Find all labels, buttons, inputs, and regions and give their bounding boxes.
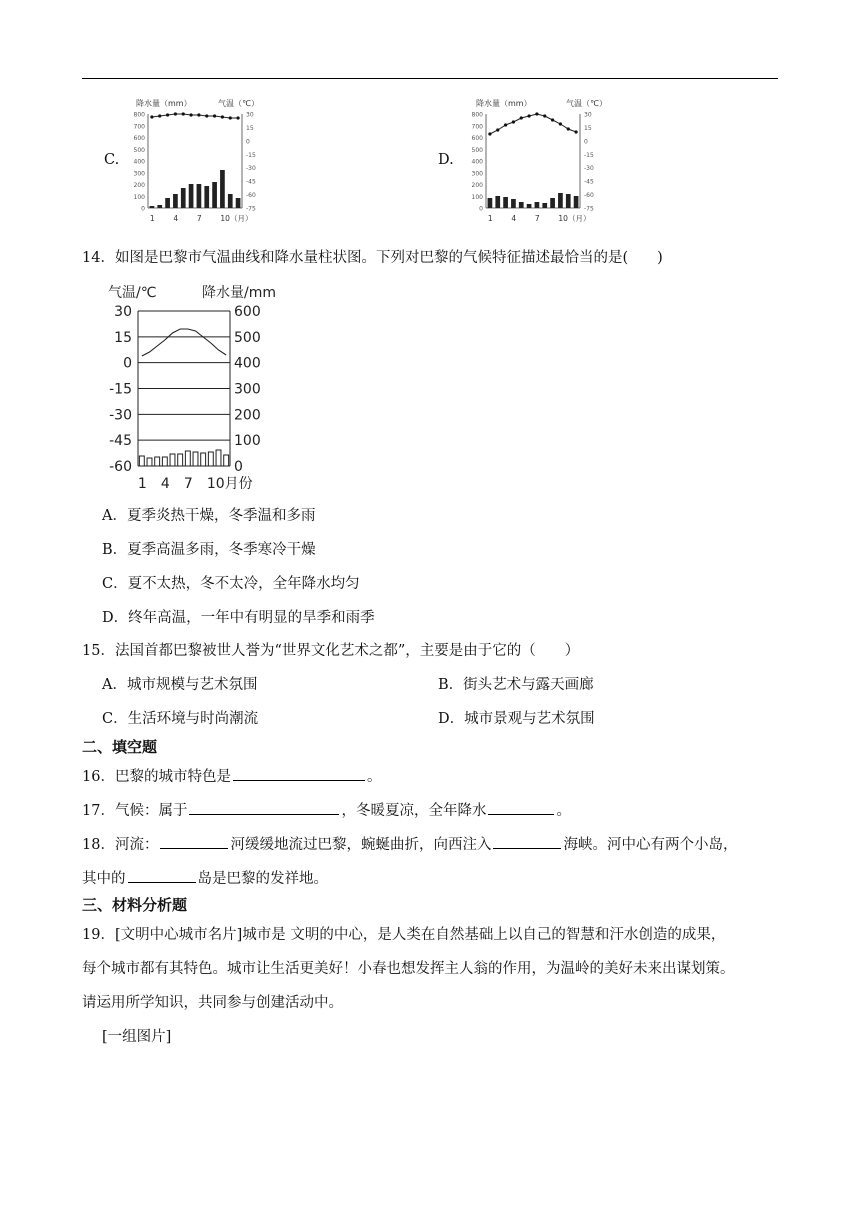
option-c-letter: C. bbox=[104, 152, 120, 168]
c-bar bbox=[173, 194, 178, 208]
q15-option-d[interactable]: D．城市景观与艺术氛围 bbox=[438, 711, 595, 727]
d-right-tick: 15 bbox=[584, 124, 592, 132]
paris-precip-bar bbox=[162, 457, 167, 466]
q14-option-b[interactable]: B．夏季高温多雨，冬季寒冷干燥 bbox=[102, 542, 316, 558]
q15-stem: 15．法国首都巴黎被世人誉为“世界文化艺术之都”，主要是由于它的（ ） bbox=[82, 643, 580, 659]
d-bar bbox=[527, 204, 532, 208]
d-bar bbox=[574, 196, 579, 208]
c-bar bbox=[212, 182, 217, 208]
d-left-tick: 300 bbox=[471, 170, 483, 178]
c-right-tick: -75 bbox=[246, 205, 256, 213]
d-temp-point bbox=[527, 114, 530, 117]
q18-mid: 河缓缓地流过巴黎，蜿蜒曲折，向西注入 bbox=[230, 837, 492, 853]
q18-post: 海峡。河中心有两个小岛， bbox=[563, 837, 738, 853]
climate-chart-c bbox=[126, 96, 276, 234]
q17-blank-1[interactable] bbox=[189, 799, 339, 815]
q18-line2-post: 岛是巴黎的发祥地。 bbox=[197, 871, 328, 887]
c-bar bbox=[204, 186, 209, 208]
c-right-tick: -45 bbox=[246, 178, 256, 186]
c-left-tick: 400 bbox=[133, 158, 145, 166]
climate-chart-d bbox=[462, 96, 622, 234]
d-left-tick: 800 bbox=[471, 111, 483, 119]
q17-text: 17．气候：属于 bbox=[82, 803, 188, 819]
c-temp-point bbox=[189, 113, 192, 116]
paris-precip-tick: 200 bbox=[234, 407, 261, 424]
d-bar bbox=[519, 202, 524, 208]
c-temp-point bbox=[221, 115, 224, 118]
d-x-tick: 7 bbox=[534, 214, 540, 223]
q15-option-b[interactable]: B．街头艺术与露天画廊 bbox=[438, 677, 594, 693]
c-left-tick: 200 bbox=[133, 182, 145, 189]
d-right-tick: 0 bbox=[584, 138, 588, 146]
d-right-tick: -15 bbox=[584, 151, 594, 159]
c-x-tick: 1 bbox=[149, 214, 155, 223]
q18-line2 bbox=[82, 867, 328, 889]
d-left-tick: 200 bbox=[471, 182, 483, 189]
d-right-tick: -60 bbox=[584, 192, 594, 200]
header-rule bbox=[82, 78, 778, 79]
q18-pre: 18．河流： bbox=[82, 837, 159, 853]
q18-blank-1[interactable] bbox=[160, 833, 228, 849]
c-right-tick: 30 bbox=[246, 111, 254, 119]
c-bar bbox=[236, 198, 241, 208]
c-bar bbox=[197, 184, 202, 208]
q16 bbox=[82, 765, 381, 787]
c-bar bbox=[220, 170, 225, 208]
d-bar bbox=[511, 199, 516, 208]
d-right-tick: -45 bbox=[584, 178, 594, 186]
d-temp-point bbox=[574, 130, 577, 133]
q14-option-c[interactable]: C．夏不太热，冬不太冷，全年降水均匀 bbox=[102, 576, 360, 592]
c-temp-point bbox=[150, 115, 153, 118]
paris-precip-bar bbox=[147, 458, 152, 466]
q16-text: 16．巴黎的城市特色是 bbox=[82, 769, 231, 785]
c-left-tick: 700 bbox=[133, 123, 145, 131]
paris-precip-bar bbox=[139, 456, 144, 466]
d-bar bbox=[542, 203, 547, 208]
d-x-tick: 1 bbox=[487, 214, 493, 223]
paris-precip-tick: 400 bbox=[234, 355, 261, 372]
paris-precip-tick: 600 bbox=[234, 304, 261, 320]
c-right-tick: 15 bbox=[246, 124, 254, 132]
paris-precip-bar bbox=[155, 457, 160, 466]
c-bar bbox=[181, 188, 186, 208]
q15-option-c[interactable]: C．生活环境与时尚潮流 bbox=[102, 711, 259, 727]
c-left-tick: 300 bbox=[133, 170, 145, 178]
d-bar bbox=[535, 202, 540, 208]
q16-end: 。 bbox=[366, 769, 382, 785]
chart-d-right-title: 气温（℃） bbox=[566, 99, 607, 108]
paris-x-tick: 7 bbox=[183, 476, 193, 492]
paris-precip-tick: 0 bbox=[234, 459, 243, 475]
paris-x-tick: 1 bbox=[137, 476, 147, 492]
c-temp-point bbox=[166, 113, 169, 116]
d-right-tick: -30 bbox=[584, 165, 594, 173]
c-x-tick: 4 bbox=[173, 214, 179, 223]
paris-precip-tick: 300 bbox=[234, 381, 261, 398]
d-right-tick: -75 bbox=[584, 205, 594, 213]
d-left-tick: 600 bbox=[471, 135, 483, 142]
paris-right-title: 降水量/mm bbox=[202, 285, 276, 301]
d-temp-point bbox=[504, 123, 507, 126]
c-temp-line bbox=[152, 114, 238, 118]
option-d-letter: D. bbox=[438, 152, 454, 168]
c-left-tick: 100 bbox=[133, 193, 145, 201]
d-temp-point bbox=[535, 112, 538, 115]
section-material-analysis-title: 三、材料分析题 bbox=[82, 896, 188, 914]
d-left-tick: 700 bbox=[471, 123, 483, 131]
paris-precip-bar bbox=[224, 455, 229, 466]
c-x-tick: 7 bbox=[196, 214, 202, 223]
c-right-tick: -30 bbox=[246, 165, 256, 173]
c-temp-point bbox=[213, 114, 216, 117]
paris-temp-tick: 30 bbox=[114, 304, 132, 320]
q18-blank-2[interactable] bbox=[493, 833, 561, 849]
q17 bbox=[82, 799, 571, 821]
c-temp-point bbox=[182, 112, 185, 115]
d-bar bbox=[495, 196, 500, 208]
q19-line1: 19．[文明中心城市名片]城市是 文明的中心，是人类在自然基础上以自己的智慧和汗水创造的成果， bbox=[82, 927, 726, 943]
c-bar bbox=[228, 194, 233, 208]
paris-precip-bar bbox=[193, 452, 198, 466]
c-left-tick: 800 bbox=[133, 111, 145, 119]
d-bar bbox=[550, 198, 555, 208]
d-temp-point bbox=[520, 116, 523, 119]
c-left-tick: 600 bbox=[133, 135, 145, 142]
q18-blank-3[interactable] bbox=[128, 867, 196, 883]
c-temp-point bbox=[174, 112, 177, 115]
paris-precip-bar bbox=[178, 454, 183, 466]
d-x-tick: 4 bbox=[511, 214, 517, 223]
d-temp-point bbox=[551, 118, 554, 121]
chart-c-right-title: 气温（℃） bbox=[218, 99, 259, 108]
c-left-tick: 500 bbox=[133, 146, 145, 154]
paris-x-tick: 10月份 bbox=[206, 476, 253, 492]
q14-stem: 14．如图是巴黎市气温曲线和降水量柱状图。下列对巴黎的气候特征描述最恰当的是( ) bbox=[82, 250, 663, 266]
q17-mid: ，冬暖夏凉，全年降水 bbox=[341, 803, 487, 819]
c-temp-point bbox=[236, 116, 239, 119]
paris-climate-chart bbox=[100, 280, 280, 502]
d-left-tick: 500 bbox=[471, 146, 483, 154]
d-x-tick: 10（月） bbox=[558, 214, 591, 223]
paris-temp-tick: 15 bbox=[114, 329, 132, 346]
c-right-tick: -60 bbox=[246, 192, 256, 200]
q16-blank[interactable] bbox=[233, 765, 365, 781]
c-temp-point bbox=[197, 113, 200, 116]
d-temp-point bbox=[488, 132, 491, 135]
chart-d-left-title: 降水量（mm） bbox=[476, 99, 532, 108]
d-temp-point bbox=[543, 114, 546, 117]
c-right-tick: 0 bbox=[246, 138, 250, 146]
paris-precip-bar bbox=[201, 453, 206, 466]
paris-temp-tick: -60 bbox=[109, 459, 132, 475]
section-fill-blank-title: 二、填空题 bbox=[82, 738, 158, 756]
q19-image-placeholder: [一组图片] bbox=[102, 1029, 172, 1045]
d-temp-point bbox=[567, 127, 570, 130]
d-temp-point bbox=[512, 120, 515, 123]
c-bar bbox=[150, 206, 155, 208]
c-bar bbox=[157, 205, 162, 208]
q18-line2-pre: 其中的 bbox=[82, 871, 126, 887]
d-right-tick: 30 bbox=[584, 111, 592, 119]
q19-line2: 每个城市都有其特色。城市让生活更美好！小春也想发挥主人翁的作用，为温岭的美好未来出谋划策。 bbox=[82, 961, 735, 977]
q15-option-a[interactable]: A．城市规模与艺术氛围 bbox=[102, 677, 258, 693]
d-bar bbox=[566, 194, 571, 208]
paris-temp-curve bbox=[142, 329, 226, 356]
paris-precip-bar bbox=[185, 451, 190, 466]
d-bar bbox=[488, 198, 493, 208]
q14-option-d[interactable]: D．终年高温，一年中有明显的旱季和雨季 bbox=[102, 610, 375, 626]
c-temp-point bbox=[158, 114, 161, 117]
q17-end: 。 bbox=[556, 803, 571, 819]
q19-line3: 请运用所学知识，共同参与创建活动中。 bbox=[82, 995, 343, 1011]
paris-precip-tick: 100 bbox=[234, 433, 261, 450]
chart-c-left-title: 降水量（mm） bbox=[136, 99, 192, 108]
d-temp-point bbox=[496, 128, 499, 131]
d-temp-point bbox=[559, 122, 562, 125]
d-bar bbox=[503, 197, 508, 208]
d-temp-line bbox=[490, 114, 576, 134]
paris-precip-bar bbox=[208, 452, 213, 466]
paris-left-title: 气温/℃ bbox=[108, 285, 157, 301]
paris-x-tick: 4 bbox=[160, 476, 170, 492]
c-x-tick: 10（月） bbox=[220, 214, 253, 223]
d-left-tick: 0 bbox=[479, 205, 483, 213]
paris-temp-tick: 0 bbox=[123, 355, 132, 372]
q18-line1 bbox=[82, 833, 737, 855]
c-temp-point bbox=[205, 114, 208, 117]
c-right-tick: -15 bbox=[246, 151, 256, 159]
paris-temp-tick: -30 bbox=[109, 407, 132, 424]
paris-precip-tick: 500 bbox=[234, 329, 261, 346]
paris-temp-tick: -15 bbox=[109, 381, 132, 398]
c-bar bbox=[189, 184, 194, 208]
q17-blank-2[interactable] bbox=[488, 799, 554, 815]
q14-option-a[interactable]: A．夏季炎热干燥，冬季温和多雨 bbox=[102, 508, 316, 524]
paris-precip-bar bbox=[170, 454, 175, 466]
c-temp-point bbox=[229, 116, 232, 119]
d-left-tick: 100 bbox=[471, 193, 483, 201]
d-left-tick: 400 bbox=[471, 158, 483, 166]
c-bar bbox=[165, 198, 170, 208]
c-left-tick: 0 bbox=[141, 205, 145, 213]
paris-precip-bar bbox=[216, 450, 221, 466]
paris-temp-tick: -45 bbox=[109, 433, 132, 450]
d-bar bbox=[558, 193, 563, 208]
